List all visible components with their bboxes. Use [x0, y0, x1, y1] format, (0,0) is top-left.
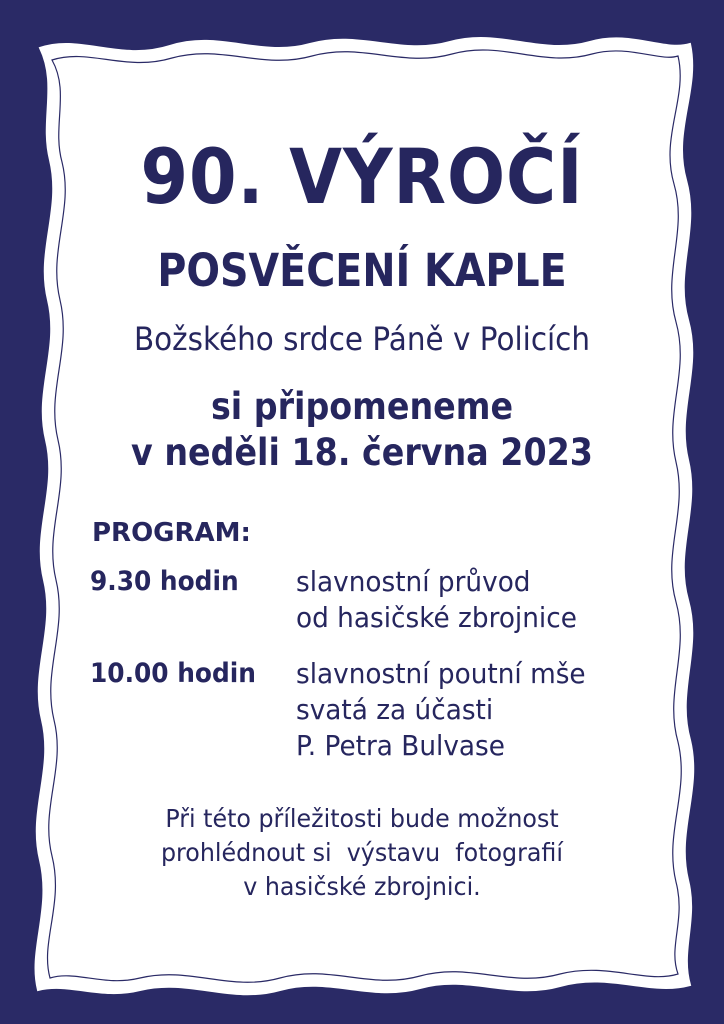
program-line: P. Petra Bulvase	[296, 729, 505, 762]
remember-line: si připomeneme	[210, 385, 514, 428]
program-line: slavnostní poutní mše	[296, 657, 586, 690]
program-heading: PROGRAM:	[92, 518, 251, 548]
program-time-2: 10.00 hodin	[90, 658, 256, 689]
program-line: od hasičské zbrojnice	[296, 601, 577, 634]
note-line: Při této příležitosti bude možnost	[165, 804, 559, 833]
program-description-2	[296, 656, 586, 764]
event-date: v neděli 18. června 2023	[131, 431, 593, 474]
program-description-1	[296, 564, 577, 636]
event-date-block	[90, 384, 634, 476]
program-line: svatá za účasti	[296, 693, 494, 726]
exhibition-note	[75, 802, 649, 904]
note-line: prohlédnout si výstavu fotografií	[160, 838, 563, 867]
poster-title: 90. VÝROČÍ	[140, 132, 584, 221]
chapel-dedication: Božského srdce Páně v Policích	[133, 320, 591, 358]
poster-subtitle: POSVĚCENÍ KAPLE	[157, 244, 567, 297]
program-line: slavnostní průvod	[296, 565, 531, 598]
program-time-1: 9.30 hodin	[90, 566, 239, 597]
note-line: v hasičské zbrojnici.	[243, 872, 481, 901]
